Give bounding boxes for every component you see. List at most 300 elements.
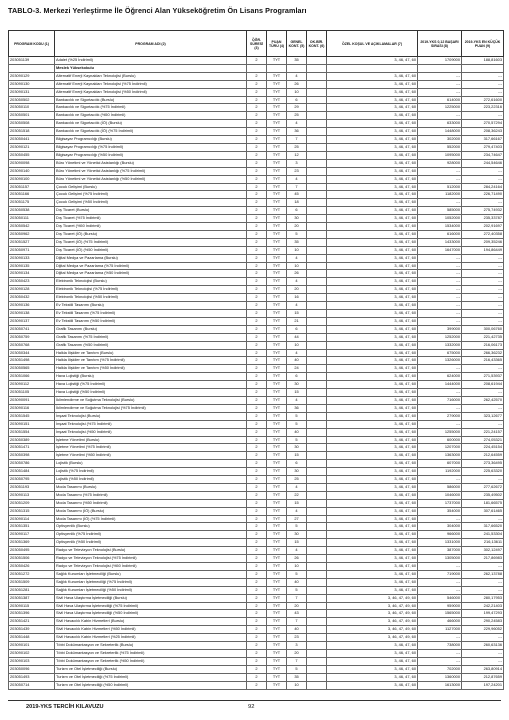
duration-cell: 2 bbox=[247, 112, 267, 120]
school-quota-cell bbox=[307, 420, 327, 428]
duration-cell: 2 bbox=[247, 365, 267, 373]
school-quota-cell bbox=[307, 88, 327, 96]
school-quota-cell bbox=[307, 523, 327, 531]
score-type-cell: TYT bbox=[267, 491, 287, 499]
table-row bbox=[9, 428, 504, 436]
min-score-cell: --- bbox=[462, 365, 504, 373]
score-type-cell: TYT bbox=[267, 396, 287, 404]
success-rank-cell: --- bbox=[418, 515, 462, 523]
school-quota-cell bbox=[307, 286, 327, 294]
success-rank-cell: 1565000 bbox=[418, 610, 462, 618]
school-quota-cell bbox=[307, 143, 327, 151]
min-score-cell: 224,45154 bbox=[462, 444, 504, 452]
program-code-cell: 203051209 bbox=[9, 499, 55, 507]
table-row bbox=[9, 389, 504, 397]
general-quota-cell: 4 bbox=[287, 507, 307, 515]
school-quota-cell bbox=[307, 341, 327, 349]
success-rank-cell: --- bbox=[418, 310, 462, 318]
conditions-cell: 3, 46, 47, 60 bbox=[327, 404, 418, 412]
general-quota-cell: 23 bbox=[287, 167, 307, 175]
min-score-cell: --- bbox=[462, 657, 504, 665]
header-school-quota: OK.BİR. KONT. (6) bbox=[307, 31, 327, 57]
program-name-cell: Radyo ve Televizyon Teknolojisi (Burslu) bbox=[55, 547, 247, 555]
program-code-cell: 203090113 bbox=[9, 491, 55, 499]
duration-cell: 2 bbox=[247, 262, 267, 270]
conditions-cell: 3, 46, 47, 60 bbox=[327, 167, 418, 175]
success-rank-cell: 1305000 bbox=[418, 555, 462, 563]
conditions-cell: 3, 46, 47, 60 bbox=[327, 80, 418, 88]
duration-cell: 2 bbox=[247, 175, 267, 183]
program-name-cell: Alternatif Enerji Kaynakları Teknolojisi (%50 İndirimli) bbox=[55, 88, 247, 96]
program-name-cell: Optisyenlik (%75 İndirimli) bbox=[55, 531, 247, 539]
program-name-cell: Turizm ve Otel İşletmeciliği (%75 İndirimli) bbox=[55, 673, 247, 681]
table-row bbox=[9, 586, 504, 594]
program-code-cell: 203050768 bbox=[9, 341, 55, 349]
general-quota-cell: 7 bbox=[287, 618, 307, 626]
success-rank-cell: --- bbox=[418, 199, 462, 207]
school-quota-cell bbox=[307, 594, 327, 602]
score-type-cell: TYT bbox=[267, 238, 287, 246]
min-score-cell: 242,21403 bbox=[462, 602, 504, 610]
school-quota-cell bbox=[307, 444, 327, 452]
section-empty-cell bbox=[418, 64, 462, 72]
success-rank-cell: 399000 bbox=[418, 325, 462, 333]
duration-cell: 2 bbox=[247, 657, 267, 665]
school-quota-cell bbox=[307, 191, 327, 199]
general-quota-cell: 40 bbox=[287, 626, 307, 634]
success-rank-cell: 616000 bbox=[418, 230, 462, 238]
duration-cell: 2 bbox=[247, 499, 267, 507]
school-quota-cell bbox=[307, 120, 327, 128]
general-quota-cell: 18 bbox=[287, 199, 307, 207]
score-type-cell: TYT bbox=[267, 452, 287, 460]
success-rank-cell: 1127000 bbox=[418, 626, 462, 634]
duration-cell: 2 bbox=[247, 246, 267, 254]
header-general-quota: GENEL KONT. (5) bbox=[287, 31, 307, 57]
school-quota-cell bbox=[307, 428, 327, 436]
table-row bbox=[9, 151, 504, 159]
duration-cell: 2 bbox=[247, 476, 267, 484]
success-rank-cell: 1182000 bbox=[418, 191, 462, 199]
general-quota-cell: 3 bbox=[287, 159, 307, 167]
success-rank-cell: 546000 bbox=[418, 594, 462, 602]
program-name-cell: Dijital Medya ve Pazarlama (Burslu) bbox=[55, 254, 247, 262]
duration-cell: 2 bbox=[247, 167, 267, 175]
duration-cell: 2 bbox=[247, 673, 267, 681]
conditions-cell: 3, 46, 47, 49, 60 bbox=[327, 602, 418, 610]
conditions-cell: 3, 46, 47, 60 bbox=[327, 207, 418, 215]
duration-cell: 2 bbox=[247, 159, 267, 167]
general-quota-cell: 21 bbox=[287, 317, 307, 325]
table-row bbox=[9, 476, 504, 484]
table-row bbox=[9, 238, 504, 246]
score-type-cell: TYT bbox=[267, 143, 287, 151]
school-quota-cell bbox=[307, 96, 327, 104]
score-type-cell: TYT bbox=[267, 120, 287, 128]
conditions-cell: 3, 46, 47, 49, 60 bbox=[327, 618, 418, 626]
table-row bbox=[9, 412, 504, 420]
general-quota-cell: 5 bbox=[287, 586, 307, 594]
conditions-cell: 3, 46, 47, 60 bbox=[327, 507, 418, 515]
program-name-cell: Turizm ve Otel İşletmeciliği (Burslu) bbox=[55, 665, 247, 673]
general-quota-cell: 16 bbox=[287, 294, 307, 302]
min-score-cell: 279,47403 bbox=[462, 143, 504, 151]
success-rank-cell: --- bbox=[418, 578, 462, 586]
score-type-cell: TYT bbox=[267, 428, 287, 436]
conditions-cell: 3, 46, 47, 60 bbox=[327, 136, 418, 144]
min-score-cell: 260,63136 bbox=[462, 642, 504, 650]
school-quota-cell bbox=[307, 681, 327, 689]
school-quota-cell bbox=[307, 515, 327, 523]
general-quota-cell: 6 bbox=[287, 96, 307, 104]
program-code-cell: 203051315 bbox=[9, 507, 55, 515]
program-name-cell: Dış Ticaret (İÖ) (%75 İndirimli) bbox=[55, 238, 247, 246]
school-quota-cell bbox=[307, 460, 327, 468]
min-score-cell: --- bbox=[462, 476, 504, 484]
school-quota-cell bbox=[307, 381, 327, 389]
success-rank-cell: --- bbox=[418, 563, 462, 571]
general-quota-cell: 6 bbox=[287, 207, 307, 215]
min-score-cell: --- bbox=[462, 286, 504, 294]
score-type-cell: TYT bbox=[267, 404, 287, 412]
min-score-cell: 216,13611 bbox=[462, 539, 504, 547]
conditions-cell: 3, 46, 47, 60 bbox=[327, 428, 418, 436]
conditions-cell: 3, 46, 47, 60 bbox=[327, 151, 418, 159]
conditions-cell: 3, 46, 47, 60 bbox=[327, 325, 418, 333]
program-code-cell: 203050502 bbox=[9, 96, 55, 104]
program-name-cell: Lojistik (%75 İndirimli) bbox=[55, 468, 247, 476]
conditions-cell: 3, 46, 47, 49, 60 bbox=[327, 626, 418, 634]
school-quota-cell bbox=[307, 80, 327, 88]
table-row bbox=[9, 278, 504, 286]
program-code-cell: 203051509 bbox=[9, 578, 55, 586]
success-rank-cell: 719000 bbox=[418, 570, 462, 578]
duration-cell: 2 bbox=[247, 191, 267, 199]
general-quota-cell: 35 bbox=[287, 57, 307, 65]
program-code-cell: 203090116 bbox=[9, 404, 55, 412]
table-row bbox=[9, 104, 504, 112]
table-row bbox=[9, 507, 504, 515]
score-type-cell: TYT bbox=[267, 254, 287, 262]
general-quota-cell: 23 bbox=[287, 634, 307, 642]
program-name-cell: Radyo ve Televizyon Teknolojisi (%75 İndirimli) bbox=[55, 555, 247, 563]
program-code-cell: 203051139 bbox=[9, 57, 55, 65]
general-quota-cell: 4 bbox=[287, 483, 307, 491]
duration-cell: 2 bbox=[247, 381, 267, 389]
conditions-cell: 3, 46, 47, 60 bbox=[327, 373, 418, 381]
duration-cell: 2 bbox=[247, 468, 267, 476]
min-score-cell: --- bbox=[462, 515, 504, 523]
duration-cell: 2 bbox=[247, 215, 267, 223]
conditions-cell: 3, 46, 47, 60 bbox=[327, 262, 418, 270]
table-row bbox=[9, 310, 504, 318]
program-name-cell: Halkla İlişkiler ve Tanıtım (Burslu) bbox=[55, 349, 247, 357]
school-quota-cell bbox=[307, 128, 327, 136]
general-quota-cell: 6 bbox=[287, 373, 307, 381]
school-quota-cell bbox=[307, 136, 327, 144]
table-row bbox=[9, 539, 504, 547]
min-score-cell: 241,53304 bbox=[462, 531, 504, 539]
duration-cell: 2 bbox=[247, 143, 267, 151]
table-row bbox=[9, 420, 504, 428]
success-rank-cell: --- bbox=[418, 72, 462, 80]
success-rank-cell: 675000 bbox=[418, 349, 462, 357]
program-name-cell: Bilgisayar Programcılığı (Burslu) bbox=[55, 136, 247, 144]
table-row bbox=[9, 381, 504, 389]
min-score-cell: 199,47293 bbox=[462, 610, 504, 618]
table-row bbox=[9, 499, 504, 507]
duration-cell: 2 bbox=[247, 223, 267, 231]
program-code-cell: 203051351 bbox=[9, 523, 55, 531]
program-code-cell: 203050786 bbox=[9, 460, 55, 468]
general-quota-cell: 4 bbox=[287, 349, 307, 357]
min-score-cell: 290,24583 bbox=[462, 618, 504, 626]
duration-cell: 2 bbox=[247, 286, 267, 294]
program-code-cell: 203090114 bbox=[9, 515, 55, 523]
table-row bbox=[9, 333, 504, 341]
success-rank-cell: 304000 bbox=[418, 523, 462, 531]
general-quota-cell: 30 bbox=[287, 381, 307, 389]
table-row bbox=[9, 531, 504, 539]
program-code-cell: 203090140 bbox=[9, 167, 55, 175]
school-quota-cell bbox=[307, 310, 327, 318]
general-quota-cell: 5 bbox=[287, 665, 307, 673]
program-name-cell: Tıbbi Dokümantasyon ve Sekreterlik (%75 İndirimli) bbox=[55, 649, 247, 657]
duration-cell: 2 bbox=[247, 555, 267, 563]
score-type-cell: TYT bbox=[267, 507, 287, 515]
program-name-cell: Dış Ticaret (Burslu) bbox=[55, 207, 247, 215]
success-rank-cell: --- bbox=[418, 112, 462, 120]
score-type-cell: TYT bbox=[267, 665, 287, 673]
school-quota-cell bbox=[307, 238, 327, 246]
conditions-cell: 3, 46, 47, 60 bbox=[327, 389, 418, 397]
table-row bbox=[9, 673, 504, 681]
success-rank-cell: --- bbox=[418, 254, 462, 262]
school-quota-cell bbox=[307, 452, 327, 460]
conditions-cell: 3, 46, 47, 60 bbox=[327, 649, 418, 657]
table-row bbox=[9, 547, 504, 555]
duration-cell: 2 bbox=[247, 88, 267, 96]
duration-cell: 2 bbox=[247, 642, 267, 650]
min-score-cell: --- bbox=[462, 578, 504, 586]
table-body bbox=[9, 57, 504, 690]
table-row bbox=[9, 373, 504, 381]
min-score-cell: 223,22316 bbox=[462, 104, 504, 112]
general-quota-cell: 10 bbox=[287, 262, 307, 270]
school-quota-cell bbox=[307, 167, 327, 175]
program-code-cell: 203090131 bbox=[9, 88, 55, 96]
conditions-cell: 3, 46, 47, 60 bbox=[327, 681, 418, 689]
min-score-cell: 275,74932 bbox=[462, 207, 504, 215]
conditions-cell: 3, 46, 47, 60 bbox=[327, 523, 418, 531]
program-name-cell: Hava Lojistiği (%75 İndirimli) bbox=[55, 381, 247, 389]
program-name-cell: İnşaat Teknolojisi (Burslu) bbox=[55, 412, 247, 420]
success-rank-cell: 600000 bbox=[418, 436, 462, 444]
school-quota-cell bbox=[307, 642, 327, 650]
conditions-cell: 3, 46, 47, 60 bbox=[327, 444, 418, 452]
table-row bbox=[9, 404, 504, 412]
program-name-cell: Halkla İlişkiler ve Tanıtım (%75 İndirimli) bbox=[55, 357, 247, 365]
duration-cell: 2 bbox=[247, 128, 267, 136]
table-row bbox=[9, 262, 504, 270]
program-code-cell: 203090134 bbox=[9, 270, 55, 278]
general-quota-cell: 4 bbox=[287, 72, 307, 80]
duration-cell: 2 bbox=[247, 626, 267, 634]
table-row bbox=[9, 286, 504, 294]
school-quota-cell bbox=[307, 365, 327, 373]
program-name-cell: Moda Tasarımı (%75 İndirimli) bbox=[55, 491, 247, 499]
general-quota-cell: 26 bbox=[287, 555, 307, 563]
program-name-cell: Hava Lojistiği (%50 İndirimli) bbox=[55, 389, 247, 397]
duration-cell: 2 bbox=[247, 404, 267, 412]
general-quota-cell: 40 bbox=[287, 357, 307, 365]
program-name-cell: Sivil Hava Ulaştırma İşletmeciliği (%50 İndirimli) bbox=[55, 610, 247, 618]
success-rank-cell: 585000 bbox=[418, 207, 462, 215]
min-score-cell: 225,63320 bbox=[462, 468, 504, 476]
program-code-cell: 203050962 bbox=[9, 230, 55, 238]
table-row bbox=[9, 191, 504, 199]
general-quota-cell: 5 bbox=[287, 570, 307, 578]
min-score-cell: 262,13788 bbox=[462, 570, 504, 578]
program-name-cell: Sağlık Kurumları İşletmeciliği (%75 İndirimli) bbox=[55, 578, 247, 586]
table-row bbox=[9, 349, 504, 357]
general-quota-cell: 36 bbox=[287, 128, 307, 136]
duration-cell: 2 bbox=[247, 563, 267, 571]
program-code-cell: 203050714 bbox=[9, 681, 55, 689]
min-score-cell: 216,43365 bbox=[462, 357, 504, 365]
table-row bbox=[9, 230, 504, 238]
school-quota-cell bbox=[307, 349, 327, 357]
min-score-cell: 202,91697 bbox=[462, 223, 504, 231]
duration-cell: 2 bbox=[247, 539, 267, 547]
duration-cell: 2 bbox=[247, 602, 267, 610]
general-quota-cell: 10 bbox=[287, 341, 307, 349]
conditions-cell: 3, 46, 47, 60 bbox=[327, 555, 418, 563]
min-score-cell: 272,61600 bbox=[462, 96, 504, 104]
program-code-cell: 203090112 bbox=[9, 381, 55, 389]
success-rank-cell: 1444000 bbox=[418, 381, 462, 389]
program-code-cell: 203090138 bbox=[9, 310, 55, 318]
table-row bbox=[9, 515, 504, 523]
school-quota-cell bbox=[307, 57, 327, 65]
program-name-cell: Radyo ve Televizyon Teknolojisi (%50 İndirimli) bbox=[55, 563, 247, 571]
program-code-cell: 203051527 bbox=[9, 238, 55, 246]
success-rank-cell: 387000 bbox=[418, 547, 462, 555]
table-row bbox=[9, 357, 504, 365]
score-type-cell: TYT bbox=[267, 294, 287, 302]
duration-cell: 2 bbox=[247, 302, 267, 310]
general-quota-cell: 10 bbox=[287, 563, 307, 571]
conditions-cell: 3, 46, 47, 60 bbox=[327, 223, 418, 231]
conditions-cell: 3, 46, 47, 60 bbox=[327, 294, 418, 302]
school-quota-cell bbox=[307, 436, 327, 444]
program-name-cell: Lojistik (%50 İndirimli) bbox=[55, 476, 247, 484]
score-type-cell: TYT bbox=[267, 286, 287, 294]
score-type-cell: TYT bbox=[267, 602, 287, 610]
general-quota-cell: 4 bbox=[287, 547, 307, 555]
conditions-cell: 3, 46, 47, 60 bbox=[327, 396, 418, 404]
general-quota-cell: 27 bbox=[287, 515, 307, 523]
min-score-cell: 307,61465 bbox=[462, 507, 504, 515]
program-code-cell: 203090133 bbox=[9, 254, 55, 262]
table-row bbox=[9, 207, 504, 215]
program-code-cell: 203051166 bbox=[9, 191, 55, 199]
program-code-cell: 203090115 bbox=[9, 602, 55, 610]
general-quota-cell: 3 bbox=[287, 642, 307, 650]
table-row bbox=[9, 460, 504, 468]
score-type-cell: TYT bbox=[267, 262, 287, 270]
school-quota-cell bbox=[307, 649, 327, 657]
score-type-cell: TYT bbox=[267, 136, 287, 144]
table-row bbox=[9, 317, 504, 325]
program-name-cell: Ev Tekstili Tasarımı (%75 İndirimli) bbox=[55, 310, 247, 318]
program-code-cell: 203090151 bbox=[9, 420, 55, 428]
program-code-cell: 203051369 bbox=[9, 539, 55, 547]
min-score-cell: 271,53937 bbox=[462, 373, 504, 381]
general-quota-cell: 20 bbox=[287, 602, 307, 610]
conditions-cell: 3, 46, 47, 60 bbox=[327, 199, 418, 207]
general-quota-cell: 6 bbox=[287, 460, 307, 468]
duration-cell: 2 bbox=[247, 412, 267, 420]
score-type-cell: TYT bbox=[267, 215, 287, 223]
score-type-cell: TYT bbox=[267, 610, 287, 618]
success-rank-cell: --- bbox=[418, 389, 462, 397]
duration-cell: 2 bbox=[247, 681, 267, 689]
table-row bbox=[9, 183, 504, 191]
score-type-cell: TYT bbox=[267, 412, 287, 420]
conditions-cell: 3, 46, 47, 60 bbox=[327, 491, 418, 499]
score-type-cell: TYT bbox=[267, 626, 287, 634]
conditions-cell: 3, 46, 47, 60 bbox=[327, 120, 418, 128]
program-name-cell: Çocuk Gelişimi (%75 İndirimli) bbox=[55, 191, 247, 199]
score-type-cell: TYT bbox=[267, 420, 287, 428]
table-row bbox=[9, 634, 504, 642]
duration-cell: 2 bbox=[247, 310, 267, 318]
duration-cell: 2 bbox=[247, 515, 267, 523]
program-name-cell: Halkla İlişkiler ve Tanıtım (%50 İndirimli) bbox=[55, 365, 247, 373]
score-type-cell: TYT bbox=[267, 578, 287, 586]
table-row bbox=[9, 365, 504, 373]
duration-cell: 2 bbox=[247, 586, 267, 594]
table-row bbox=[9, 563, 504, 571]
school-quota-cell bbox=[307, 499, 327, 507]
score-type-cell: TYT bbox=[267, 681, 287, 689]
success-rank-cell: 614000 bbox=[418, 96, 462, 104]
duration-cell: 2 bbox=[247, 357, 267, 365]
program-name-cell: İşletme Yönetimi (%75 İndirimli) bbox=[55, 444, 247, 452]
conditions-cell: 3, 46, 47, 60 bbox=[327, 539, 418, 547]
duration-cell: 2 bbox=[247, 578, 267, 586]
score-type-cell: TYT bbox=[267, 357, 287, 365]
min-score-cell: 216,06173 bbox=[462, 341, 504, 349]
conditions-cell: 3, 46, 47, 60 bbox=[327, 452, 418, 460]
duration-cell: 2 bbox=[247, 254, 267, 262]
program-code-cell: 203090101 bbox=[9, 642, 55, 650]
table-row bbox=[9, 96, 504, 104]
success-rank-cell: 633000 bbox=[418, 120, 462, 128]
general-quota-cell: 40 bbox=[287, 578, 307, 586]
program-name-cell: Dış Ticaret (İÖ) (Burslu) bbox=[55, 230, 247, 238]
program-name-cell: Moda Tasarımı (İÖ) (%75 İndirimli) bbox=[55, 515, 247, 523]
school-quota-cell bbox=[307, 468, 327, 476]
conditions-cell: 3, 46, 47, 60 bbox=[327, 460, 418, 468]
program-name-cell: İklimlendirme ve Soğutma Teknolojisi (%75 İndirimli) bbox=[55, 404, 247, 412]
min-score-cell: 235,33787 bbox=[462, 215, 504, 223]
program-name-cell: Sivil Hava Ulaştırma İşletmeciliği (%75 İndirimli) bbox=[55, 602, 247, 610]
program-code-cell: 203090117 bbox=[9, 531, 55, 539]
program-code-cell: 203051554 bbox=[9, 428, 55, 436]
min-score-cell: 284,24164 bbox=[462, 183, 504, 191]
